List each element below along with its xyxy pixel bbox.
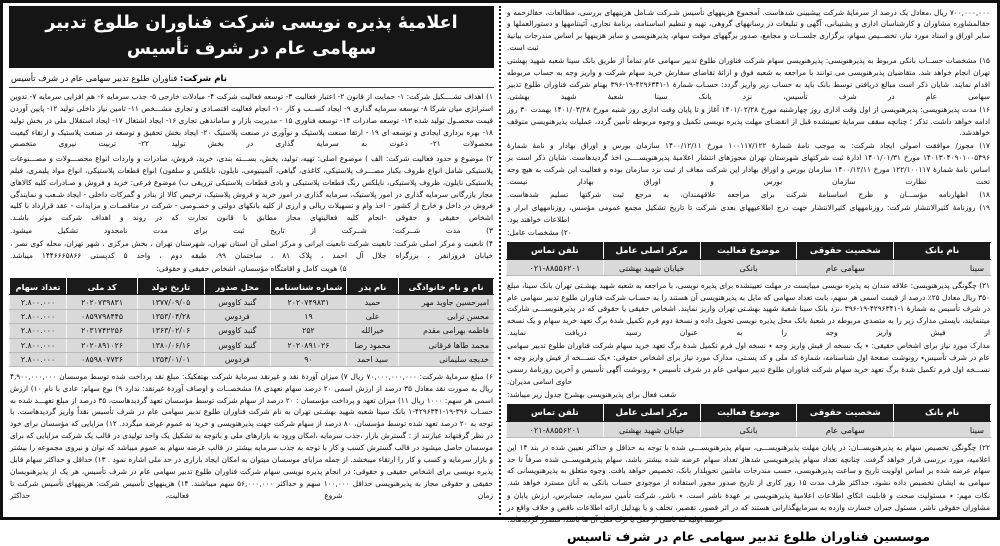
table-header-row [10,279,494,295]
cell-legal-entity: سهامی عام [797,422,894,438]
cell-issue-place: گنبد کاووس [204,338,270,352]
cell-father-name: علی [346,309,398,323]
cell-share-count: ۲.۸۰۰.۰۰۰ [10,309,67,323]
section-22-share-allocation: ۲۲) چگونگی تخصیص سهام به پذیرهنویســان: در پایان مهلت پذیرهنویســـی، سهام پذیرهنویســـی شده با توجه به حداقل و حداکثر تعیین شده در بند ۱۴ این اعلامیه، مورد بررسی قرار خواهد گرفت. چنانچه تعداد سهام پذیرهنویسی شدهاز تعداد سهام عرضه شده بیشتر باشد، سهام پذیرهنویســی شده صرفاً تا حد سهام عرضه شده بر اساس اولویت تاریخ و ساعت پذیرهنویسی، حسب مندرجات ماشین تحویلدار بانک، تخصیص خواهد یافت. وجوه متعلق به پذیرهنویسانی که سهامی به ایشان تخصیص داده نشود، حداکثر ظرف مدت ۱۵ روز کاری از تاریخ صدور مجوز استفاده از موجودی حساب بانکی به آنان مسترد خواهد شد. [507,442,990,488]
cell-phone: ۰۲۱-۸۸۵۵۶۲۰۱ [507,259,604,275]
table-header-row [507,405,991,422]
cell-national-code: ۰۸۵۹۷۹۸۴۴۵ [67,309,138,323]
section-19-newspaper: ۱۹) روزنامهٔ کثیرالانتشار شرکت: روزنامههای کثیرالانتشار جهت درج اطلاعیههای بعدی شرکت تا تاریخ تشکیل مجمع عمومی مؤسس، روزنامههای ابرار و اطلاعات خواهند بود. [507,202,990,224]
cell-full-name: امیرحسین جاوید مهر [399,295,494,309]
section-16-subscription-period: ۱۶) مدت پذیرهنویسی: پذیرهنویسی از اول وقت اداری روز چهارشنبه مورخ ۱۴۰۱/۰۲/۲۸ آغاز و تا پایان وقت اداری روز شنبه مورخ ۱۴۰۱/۰۳/۲۸ بهمدت ۳۰ روز ادامه خواهد داشت. تذکر ؛ چنانچه سقف سرمایهٔ تعیینشده قبل از انقضـای مهلت پذیره نویسی تکمیل و وجوه مربوطه تأمین گردد، عملیات پذیرهنویسی متوقف خواهدشد. [507,104,990,138]
cell-full-name: فاطمه بهرامی مقدم [399,324,494,338]
cell-birth-date: ۱۳۸۰/۰۶/۱۶ [138,338,204,352]
cell-id-number: ۲۰۲۰۷۴۹۸۳۱ [271,295,347,309]
cell-full-name: محمد طاها فرقانی [399,338,494,352]
th-activity-subject: موضوع فعالیت [700,405,797,422]
th-legal-entity: شخصیت حقوقی [797,242,894,259]
section-17-permit: ۱۷) مجوز/ موافقت اصولی ایجاد شرکت: به موجب نامهٔ شمارهٔ ۱۰۰۱۱۷/۱۲۲ مورخ ۱۴۰۰/۱۲/۱۱ سازمان بورس و اوراق بهادار و نامهٔ شمارهٔ ۱۴۰۱۳۰۴۰۹۰۱۰۰۵۴۹۶ مورخ ۱۴۰۱/۰۱/۳۱ ادارهٔ ثبت شرکتهای شهرستان تهران مجوزهای انتشار اعلامیهٔ پذیرهنویســــی اخذ گردیدهاست. شایان ذکر است بر اساس نامهٔ شمارهٔ ۱۲۲/۱۰۰۱۱۷ مورخ ۱۴۰۰/۱۲/۱۱ سازمان بورس و اوراق بهادار این شرکت معاف از ثبت نزد سازمان بوده و فعالیت این شرکت به هیچ وجه تحت نظارت سازمان بورس و اوراق بهادار نیست. [507,141,991,186]
cell-issue-place: گنبد کاووس [204,324,270,338]
cell-national-code: ۲۰۳۱۷۴۲۲۵۶ [67,324,138,338]
th-main-center: مرکز اصلی عامل [603,242,700,259]
cell-id-number: ۹۰ [271,352,347,366]
th-activity-subject: موضوع فعالیت [700,242,797,259]
cell-activity-subject: بانکی [700,422,797,438]
cell-national-code: ۲۰۲۰۸۹۱۰۲۶ [67,338,138,352]
section-21-active-branches-note: شعب فعال برای پذیرهنویسی بهشرح جدول زیر میباشد: [507,389,677,399]
table-header-row [507,242,991,259]
company-name-label: نام شرکت: [179,73,227,84]
sections-6-to-14: ۶) مبلغ سرمایهٔ شرکت: ۷۰,۰۰۰,۰۰۰,۰۰۰ ریال ۷) میزان آوردهٔ نقد و غیرنقد سرمایهٔ شرکت بهتفکیک: مبلغ نقد پرداخت شده توسط موسسان ۴,۹۰۰,۰۰۰,۰۰۰ ریال به صورت نقد معادل ۳۵ درصد از ارزش اسمی ۲۰ درصد سهام تعهدی ۸) مشخصــات و اوصاف آوردهٔ غیرنقد: ندارد ۹) نوع سهام: عادی با نام ۱۰) ارزش اسمی هر سهم: ۱۰۰۰ ریال ۱۱) میزان تعهد و پرداخت مؤسسان : ۲۰ درصد از سهام شرکت توسط مؤسسان تعهد گردیدهاست، ۳۵ درصد از مبلغ تعهـــد شده به حسـاب ۳۹۶-۱۹-۴۲۹۶۳۴۱-۱ بانک سینا شعبه شهید بهشـتی تهران به نام شرکت فناوران طلوع تدبیر سهامی عام در شرف تأسیس نقداً واریز گردیدهاست. با توجه به ۲۰ درصد تعهد شده توسط مؤسسان، ۸۰ درصد از سهام شرکت جهت پذیرهنویسی و خرید به عموم عرضه میگردد. ۱۲) مزایایی که مؤسسان برای خود در نظر گرفتهاند عبارتند از : گسترش بازار ،جذب سرمایه ،امکان ورود به بازارهای ملی و باتوجه به تشکیل یک واحد تولیدی در قالب یک شرکت مزایایی که برای موسسان حاصل میشود در قالب گسترش کسب و کار با توجه به جذب سرمایه بیشتر در قالب عرضه سهام به عموم میباشد که توان و نیروی مجموعه را بیشتر و بازار سرمایه و کسب و کار را ارتقاء میبخشد. از جمله مزایای موسسان میتوان به امکان ایجاد بازاری در حد ملی اشاره نمود . ۱۳) حداقل و حداکثر سهام قابل پذیره نویسی برای اشخاص حقیقی و حقوقی: در انجام پذیره نویسی سهام شرکت فناوران طلوع تدبیر سهامی عام در شرف تأسیس، هر یک از پذیرهنویسان حقیقی و حقوقی مجاز به پذیرهنویسی حداقل ۱۰۰,۰۰۰ سهم و حداکثر ۵۶,۰۰۰,۰۰۰ سهم میباشند. ۱۴) هزینههای تأسیس شرکت: هزینههای تأسیس شرکت تا زمان شروع فعالیت، حداکثر [10,371,494,500]
founders-signature: موسسین فناوران طلوع تدبیر سهامی عام در شرف تاسیس [566,529,931,545]
table-row [10,352,494,366]
agent-bank-table-bottom [506,404,991,438]
cell-national-code: ۰۸۵۹۸۰۷۷۳۶ [67,352,138,366]
cell-issue-place: فردوس [204,309,270,323]
table-row [10,324,494,338]
company-name-line [9,71,494,89]
right-column [7,6,496,515]
agent-bank-table-top [506,242,991,276]
cell-birth-date: ۱۳۵۴/۰۱/۰۱ [138,352,204,366]
table-row [10,338,494,352]
cell-share-count: ۲.۸۰۰.۰۰۰ [10,352,67,366]
cell-share-count: ۲.۸۰۰.۰۰۰ [10,295,67,309]
section-20-agent-specs: ۲۰) مشخصات عامل: [507,227,572,237]
cell-id-number: ۲۰۲۰۸۹۱۰۲۶ [271,338,347,352]
th-share-count: تعداد سهام [10,279,67,295]
th-phone: تلفن تماس [507,242,604,259]
cell-father-name: محمود رضا [346,338,398,352]
table-row [507,422,991,438]
th-legal-entity: شخصیت حقوقی [797,405,894,422]
table-row [507,259,991,275]
section-14-continuation: ۷۰۰,۰۰۰,۰۰۰ ریال ،معادل یک درصد از سرمایهٔ شرکت پیشبینی شدهاست. آمجموع هزینههای تأسیس شـرکت شـامل هزینههای بررسی، مطالعات، حقالزحمه و حقالمشاوره مشاوران و کارشناسان اداری و پشتیبانی، آگهی و تبلیغات در رسانههای گروهی، تهیه و تنظیم اساسنامه، برنامهٔ تجاری، آئیننامهها و دستورالعملها و سایر اوراق و اسناد مورد نیاز، تخصــیص سهام، برگزاری جلســات و مجامع، صدور برگههای موقت سهام، پذیرهنویسی و سایر هزینهها بر اساس مندرجات بیانیهٔ ثبت است. [507,7,990,53]
cell-father-name: خیرالله [346,324,398,338]
cell-main-center: خیابان شهید بهشتی [603,259,700,275]
th-phone: تلفن تماس [507,405,604,422]
cell-birth-date: ۱۳۷۷/۰۹/۰۵ [138,295,204,309]
th-national-code: کد ملی [67,279,138,295]
cell-full-name: خدیجه سلیمانی [399,352,494,366]
cell-father-name: حمید [346,295,398,309]
cell-legal-entity: سهامی عام [797,259,894,275]
page-title: اعلامیهٔ پذیره نویسی شرکت فناوران طلوع تدبیر سهامی عام در شرف تأسیس [9,6,494,68]
cell-father-name: سید احمد [346,352,398,366]
section-21-required-documents: مدارک مورد نیاز برای اشخاص حقیقی: ٭ یک نسخه از فیش واریز وجه ٭ نسخه اول فرم تکمیل شدهٔ برگ تعهد خرید سهام شرکت فناوران طلوع تدبیر سهامی عام در شرف تأسیس٭ رونوشت صفحهٔ اول شناسنامه، شمارهٔ کد ملی و کد پسـتی، مدارک مورد نیاز برای اشخاص حقوقی: ٭یک نســـخه از فیش واریز وجه ٭ نســـخه اول فرم تکمیل شدهٔ برگ تعهد خرید سهام شرکت فناوران طلوع تدبیر سهامی عام در شرف تأسیس ٭ رونوشت آگهی تأسیس و آخرین روزنامهٔ رسمی حاوی اسامی مدیران. [507,341,990,386]
th-id-number: شماره شناسنامه [271,279,347,295]
important-notes: نکات مهم: ٭ مسئولیت صحت و قابلیت اتکای اطلاعات اعلامیهٔ پذیرهنویسی بر عهدهٔ ناشر است. ٭ ناشر، شرکت تأمین سرمایه، حسابرس، ارزش یابان و مشاوران حقوقی ناشر، مسئول جبران خسارت وارده به سرمایهگذارانی هستند که در اثر قصور، تقصیر، تخلف و یا بهدلیل ارائه اطلاعات ناقص و خلاف واقع در عرضهٔ اولیه که ناشی از فعل یا ترک فعل آن ها باشد، متضرر گردیدهاند. [507,491,990,525]
th-issue-place: محل صدور [204,279,270,295]
left-column [504,6,993,545]
section-15-bank-account: ۱۵) مشخصات حســاب بانکی مربوط به پذیرهنویسی: پذیرهنویسی سهام شرکت فناوران طلوع تدبیر سهامی عام تماماً از طریق بانک سینا شعبه شهید بهشتی تهران انجام خواهد شد. متقاضیان پذیرهنویسی می توانند با مراجعه به شعبه فوق و ارائهٔ تقاضای سفارش خرید سهام شرکت و واریز وجه به حساب مربوطه اقدام نمایند. شایان ذکر است مبالغ دریافتی توسط بانک باید به حساب زیر واریز گردد: حسـاب شمارهٔ ۱-۴۲۹۶۳۴۱-۱۹-۳۹۶ بهنام شرکت فناوران طلوع تدبیر سهامی عام در شرف تأسیس، نزد بانک سینا شعبهٔ شهید بهشتی. [507,56,990,101]
th-father-name: نام پدر [346,279,398,295]
section-3-duration: ۳) مدت شــرکت: شــرکت از تاریخ ثبت برای مدت نامحدود تشکیل میشود. [10,226,493,236]
cell-share-count: ۲.۸۰۰.۰۰۰ [10,338,67,352]
section-5-founders-identity: ۵) هویت کامل و اقامتگاه مؤسسان، اشخاص حقیقی و حقوقی: [156,263,347,273]
founders-table [9,278,494,367]
section-21-how-to-subscribe: ۲۱) چگونگی پذیرهنویسی: علاقه مندان به پذیره نویسی میبایست در مهلت تعیینشده برای پذیره نویسی، با مراجعه به شعبه شهید بهشـتی تهران بانک سینا، مبلغ ۳۵۰ ریال معادل ۲۵٪ درصد از قیمت اسمی هر سهم، بابت تعداد سهامی که مایل به پذیرهنویسی آن هستند را به حسـاب شرکت فناوران طلوع تدبیر سهامی عام در شرف تأسیس به شمارهٔ ۱-۴۲۹۶۳۴۱-۱۹-۳۹۶ ،نزد بانک سینا شعبهٔ شهید بهشـتی تهران واریز نمایند. اشخاص حقیقی یا حقوقی که در پذیرهنویســـی شارکت میتنمایند، بایستی مدارک زیر را به متصدی مربوطه در شعبهٔ بانک محل پذیره نویسی تحویل داده و نسخهٔ دوم فرم تکمیل شدهٔ برگ تعهد خرید سهام و یک نسخه از فیش واریز وجه را به عنوان رسید دریافت نمایند. [507,280,990,338]
th-bank-name: نام بانک [894,242,991,259]
cell-bank-name: سینا [894,259,991,275]
section-2-activity-scope: ۲) موضوع و حدود فعالیت شرکت: الف ) موضوع اصلی: تهیه، تولید، پخش، بســـته بندی، خرید، فروش، صادرات و واردات انواع محصـــولات و مصـــنوعات پلاستیکی شامل انواع ظروف یکبار مصـــرف پلاستیکی، کاغذی، گیاهی، آلمینیومی، نایلون، نایلکس و سلفون) انواع قطعات پلاستیکی، انواع مواد پلیمری، فیلم پلاستیکی نایلون، ظروف پلاستیکی، نایلکس رنگ قطعات پلاستیکی و بادی قطعات پلاستیکی تزریقی ب) موضوع فرعی: خرید و فروش و صـادرات کلیه کالاهای مجاز بازرگانی سرمایه گذاری در امور پلاستیک، سرمایه گذاری در امور خرید و فروش پلاستیک، ترخیص کالا از بنادر و گمرکات داخلی - ایجاد شـعب و نمایندگی فروش در داخل و خارج از کشور - اخذ وام و تسهیلات ریالی و ارزی از کلیه بانکهای دولتی و خصـوصی - شرکت در مناقصـات و مزایدات - عقد قرارداد با کلیه اشخاص حقیقی و حقوقی -انجام کلیه فعالیتهای مجاز مطابق با قانون تجارت که در روند و اهداف شرکت موثر باشـد. [10,153,493,223]
cell-birth-date: ۱۳۵۳/۰۴/۲۸ [138,309,204,323]
cell-full-name: محسن ترابی [399,309,494,323]
cell-bank-name: سینا [894,422,991,438]
table-row [10,295,494,309]
th-birth-date: تاریخ تولد [138,279,204,295]
cell-id-number: ۲۵۲ [271,324,347,338]
company-name-value: فناوران طلوع تدبیر سهامی عام در شرف تأسیس [11,72,178,83]
th-main-center: مرکز اصلی عامل [603,405,700,422]
table-row [10,309,494,323]
cell-birth-date: ۱۳۶۳/۰۲/۰۶ [138,324,204,338]
cell-main-center: خیابان شهید بهشتی [603,422,700,438]
th-full-name: نام و نام خانوادگی [399,279,494,295]
section-4-nationality-headquarters: ۴) تابعیت و مرکز اصلی شرکت: تابعیت شرکت تابعیت ایرانی و مرکز اصلی آن استان تهران، شهرستان تهران ، بخش مرکزی ، شهر تهران، محله کوی نصر ، خیابان فروزانفر ، بزرگراه جلال آل احمد ، پلاک ۸۱ ، ساختمان ۹۹، طبقه دوم ، واحد ۵ کدپستی ۱۴۴۶۶۶۵۸۶۶ میباشد. [10,239,493,260]
column-divider [499,6,501,515]
cell-issue-place: فردوس [204,352,270,366]
cell-issue-place: گنبد کاووس [204,295,270,309]
cell-activity-subject: بانکی [700,259,797,275]
cell-national-code: ۲۰۲۰۷۳۹۸۳۱ [67,295,138,309]
cell-phone: ۰۲۱-۸۸۵۵۶۲۰۱ [507,422,604,438]
cell-share-count: ۲.۸۰۰.۰۰۰ [10,324,67,338]
section-18-declaration: ۱۸) اظهارنامه مؤســـان و طرح اساسنامهٔ شرکت برای مراجعه علاقهمندان، به مرجع ثبت شرکتها تسلیم شدهاست. [507,189,990,199]
section-1-objectives: ۱) اهداف تشــــکیل شرکت: ۱- حمایت از قانون ۲- اعتبار فعالیت ۳- توسعه فعالیت شرکت ۴- مبادلات خارجی ۵- جذب سرمایه ۶- هم افزایی سرمایه ۷- تدوین استراتژی میان شرکا ۸- توسعه سرمایه گذاری ۹- ایجاد کســب و کار ۱۰- انجام فعالیت اقتصـادی و تجاری مشـــخص ۱۱- تامین نیاز داخلی تولید ۱۲- پایین آوردن قیمت محصـول تولید شده ۱۳- توسعه صادرات ۱۴- توسعه فناوری ۱۵ - مدیریت بازار و ساماندهی تجاری ۱۶- ایجاد اشتغال ۱۷- ایجاد استقلال ملی در بخش تولید ۱۸- بهره برداری ایجادی و توسعه ای ۱۹ - ارتقا صنعت پلاستیک و نوآوری در صنعت پلاستیک ۲۰- ایجاد بخش تحقیق و توسعه در صنعت پلاستیک و ارتقاء کیفیت محصولات ۲۱- دعوت به سرمایه گذاری در بخش تولید ۲۲- تربیت نیروی متخصص [10,91,494,149]
cell-id-number: ۱۹ [271,309,347,323]
th-bank-name: نام بانک [894,405,991,422]
